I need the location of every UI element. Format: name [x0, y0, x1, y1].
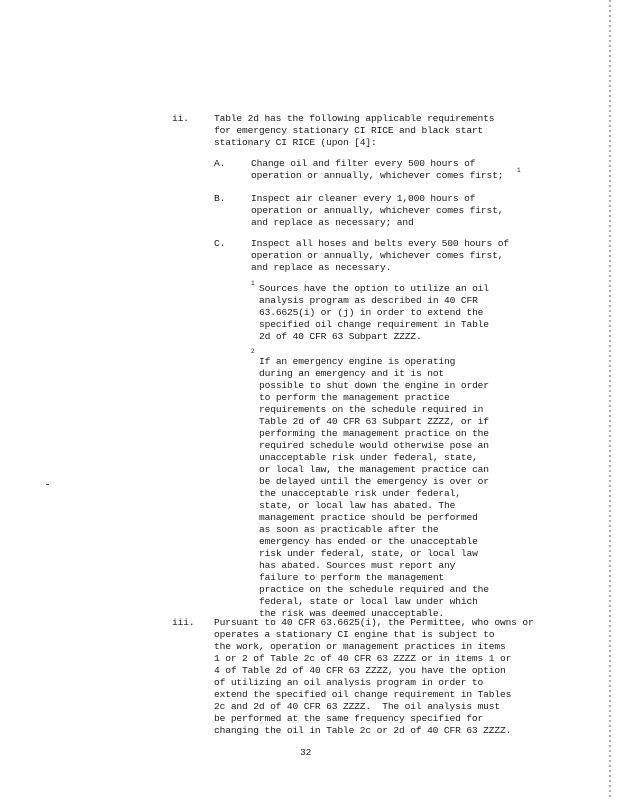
footnote-1-line-1: Sources have the option to utilize an oil: [259, 283, 489, 294]
footnote-2-line-6: Table 2d of 40 CFR 63 Subpart ZZZZ, or if: [259, 416, 489, 427]
footnote-2-line-18: has abated. Sources must report any: [259, 560, 456, 571]
footnote-2-line-14: management practice should be performed: [259, 512, 478, 523]
footnote-2-line-19: failure to perform the management: [259, 572, 445, 583]
footnote-1-line-4: specified oil change requirement in Table: [259, 319, 489, 330]
footnote-2-line-20: practice on the schedule required and the: [259, 584, 489, 595]
section-iii-line-10: changing the oil in Table 2c or 2d of 40 CFR 63 ZZZZ.: [214, 725, 512, 736]
footnote-2-line-17: risk under federal, state, or local law: [259, 548, 478, 559]
footnote-2-line-16: emergency has ended or the unacceptable: [259, 536, 478, 547]
item-c-line-2: operation or annually, whichever comes first,: [251, 250, 504, 261]
item-b-line-3: and replace as necessary; and: [251, 217, 414, 228]
section-iii-line-4: 1 or 2 of Table 2c of 40 CFR 63 ZZZZ or in items 1 or: [214, 653, 512, 664]
scan-edge-dots: [609, 0, 611, 800]
item-c-line-3: and replace as necessary.: [251, 262, 392, 273]
section-iii-line-7: extend the specified oil change requirement in Tables: [214, 689, 512, 700]
footnote-1-line-5: 2d of 40 CFR 63 Subpart ZZZZ.: [259, 331, 422, 342]
section-ii-line-2: for emergency stationary CI RICE and black start: [214, 125, 484, 136]
footnote-2-line-13: state, or local law has abated. The: [259, 500, 456, 511]
item-a-label: A.: [214, 158, 226, 169]
footnote-1-line-2: analysis program as described in 40 CFR: [259, 295, 478, 306]
section-iii-number: iii.: [172, 617, 195, 628]
item-a-line-2: operation or annually, whichever comes first;: [251, 170, 504, 181]
section-iii-line-9: be performed at the same frequency specified for: [214, 713, 484, 724]
item-b-label: B.: [214, 193, 226, 204]
section-ii-number: ii.: [172, 113, 189, 124]
footnote-2-line-22: the risk was deemed unacceptable.: [259, 608, 445, 619]
footnote-1-line-3: 63.6625(i) or (j) in order to extend the: [259, 307, 484, 318]
section-iii-line-3: the work, operation or management practices in items: [214, 641, 506, 652]
footnote-2-line-2: during an emergency and it is not: [259, 368, 445, 379]
footnote-2-line-9: unacceptable risk under federal, state,: [259, 452, 478, 463]
footnote-2-line-21: federal, state or local law under which: [259, 596, 478, 607]
item-c-line-1: Inspect all hoses and belts every 500 hours of: [251, 238, 509, 249]
footnote-2-line-7: performing the management practice on the: [259, 428, 489, 439]
item-b-line-2: operation or annually, whichever comes first,: [251, 205, 504, 216]
footnote-2-line-3: possible to shut down the engine in order: [259, 380, 489, 391]
section-iii-line-6: of utilizing an oil analysis program in order to: [214, 677, 484, 688]
footnote-2-line-1: If an emergency engine is operating: [259, 356, 456, 367]
section-iii-line-5: 4 of Table 2d of 40 CFR 63 ZZZZ, you have the option: [214, 665, 506, 676]
footnote-1-mark: 1: [251, 280, 255, 287]
footnote-2-line-11: be delayed until the emergency is over or: [259, 476, 489, 487]
page-number: 32: [300, 747, 312, 758]
item-a-footnote-mark: 1: [517, 167, 521, 174]
footnote-2-line-12: the unacceptable risk under federal,: [259, 488, 461, 499]
section-iii-line-1: Pursuant to 40 CFR 63.6625(i), the Permittee, who owns or: [214, 617, 534, 628]
section-iii-line-2: operates a stationary CI engine that is subject to: [214, 629, 495, 640]
section-iii-line-8: 2c and 2d of 40 CFR 63 ZZZZ. The oil analysis must: [214, 701, 500, 712]
footnote-2-line-10: or local law, the management practice can: [259, 464, 489, 475]
footnote-2-mark: 2: [251, 348, 255, 355]
footnote-2-line-15: as soon as practicable after the: [259, 524, 439, 535]
section-ii-line-3: stationary CI RICE (upon [4]:: [214, 137, 377, 148]
item-b-line-1: Inspect air cleaner every 1,000 hours of: [251, 193, 476, 204]
scan-speck: [46, 484, 49, 485]
item-c-label: C.: [214, 238, 226, 249]
item-a-line-1: Change oil and filter every 500 hours of: [251, 158, 476, 169]
footnote-2-line-4: to perform the management practice: [259, 392, 450, 403]
footnote-2-line-8: required schedule would otherwise pose an: [259, 440, 489, 451]
footnote-2-line-5: requirements on the schedule required in: [259, 404, 484, 415]
section-ii-line-1: Table 2d has the following applicable requirements: [214, 113, 495, 124]
